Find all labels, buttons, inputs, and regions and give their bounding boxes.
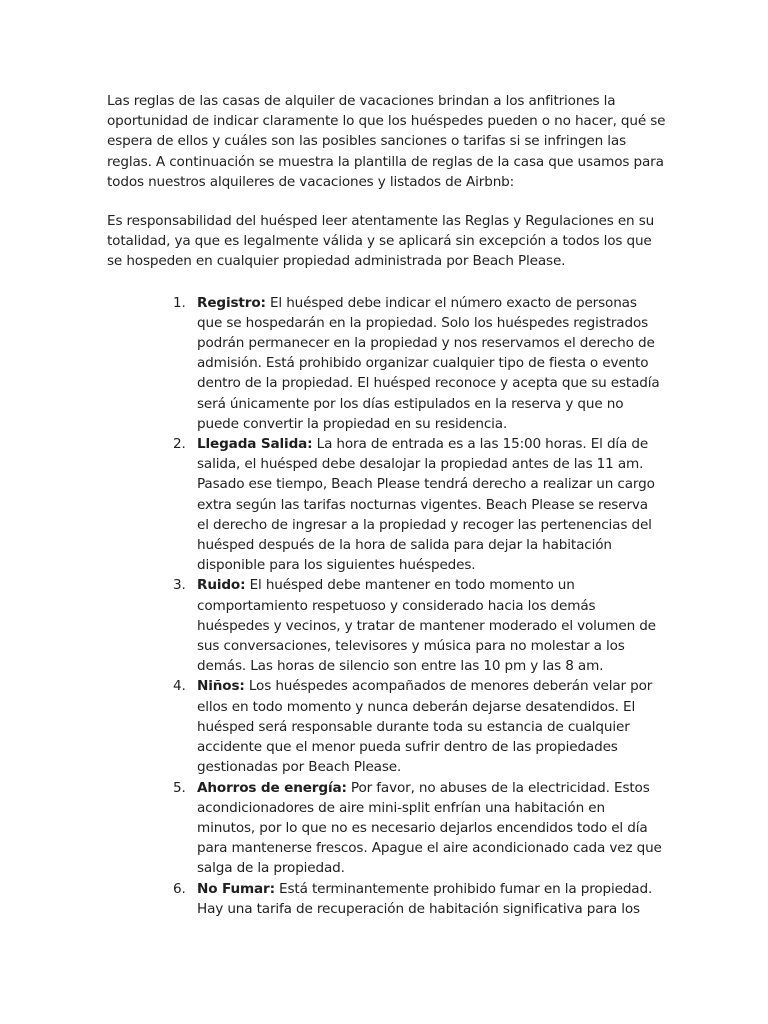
rule-number: 2. — [173, 436, 186, 453]
rule-item-ahorros-energia — [173, 778, 663, 879]
rule-text: El huésped debe indicar el número exacto de personas que se hospedarán en la propiedad. Solo los huéspedes registrados podrán permanecer en la propiedad y nos reservamos el derecho de admisión. Está prohibido organizar cualquier tipo de fiesta o evento dentro de la propiedad. El huésped reconoce y acepta que su estadía será únicamente por los días estipulados en la reserva y que no puede convertir la propiedad en su residencia. — [197, 294, 660, 432]
rule-number: 5. — [173, 779, 186, 796]
rule-title: No Fumar: — [197, 880, 275, 897]
rule-item-registro — [173, 293, 663, 434]
rule-number: 6. — [173, 880, 186, 897]
rules-list — [173, 293, 663, 919]
document-page — [107, 91, 667, 919]
rule-text: El huésped debe mantener en todo momento un comportamiento respetuoso y considerado hacia los demás huéspedes y vecinos, y tratar de mantener moderado el volumen de sus conversaciones, televisores y música para no molestar a los demás. Las horas de silencio son entre las 10 pm y las 8 am. — [197, 577, 656, 675]
rule-text: Por favor, no abuses de la electricidad. Estos acondicionadores de aire mini-split enfrían una habitación en minutos, por lo que no es necesario dejarlos encendidos todo el día para mantenerse frescos. Apague el aire acondicionado cada vez que salga de la propiedad. — [197, 779, 662, 877]
rule-number: 3. — [173, 577, 186, 594]
rule-title: Llegada Salida: — [197, 436, 313, 453]
rule-number: 4. — [173, 678, 186, 695]
rule-title: Ruido: — [197, 577, 246, 594]
rule-text: Está terminantemente prohibido fumar en la propiedad. Hay una tarifa de recuperación de habitación significativa para los — [197, 880, 653, 917]
rule-text: Los huéspedes acompañados de menores deberán velar por ellos en todo momento y nunca deberán dejarse desatendidos. El huésped será responsable durante toda su estancia de cualquier accidente que el menor pueda sufrir dentro de las propiedades gestionadas por Beach Please. — [197, 678, 653, 776]
rule-title: Niños: — [197, 678, 245, 695]
rule-item-ruido — [173, 575, 663, 676]
rule-text: La hora de entrada es a las 15:00 horas. El día de salida, el huésped debe desalojar la propiedad antes de las 11 am. Pasado ese tiempo, Beach Please tendrá derecho a realizar un cargo extra según las tarifas nocturnas vigentes. Beach Please se reserva el derecho de ingresar a la propiedad y recoger las pertenencias del huésped después de la hora de salida para dejar la habitación disponible para los siguientes huéspedes. — [197, 436, 655, 574]
rule-title: Ahorros de energía: — [197, 779, 347, 796]
rule-item-ninos — [173, 676, 663, 777]
rule-title: Registro: — [197, 294, 266, 311]
rule-item-llegada-salida — [173, 434, 663, 575]
rule-item-no-fumar — [173, 879, 663, 919]
rule-number: 1. — [173, 294, 186, 311]
intro-paragraph: Las reglas de las casas de alquiler de vacaciones brindan a los anfitriones la oportunidad de indicar claramente lo que los huéspedes pueden o no hacer, qué se espera de ellos y cuáles son las posibles sanciones o tarifas si se infringen las reglas. A continuación se muestra la plantilla de reglas de la casa que usamos para todos nuestros alquileres de vacaciones y listados de Airbnb: — [107, 93, 666, 190]
responsibility-paragraph: Es responsabilidad del huésped leer atentamente las Reglas y Regulaciones en su totalidad, ya que es legalmente válida y se aplicará sin excepción a todos los que se hospeden en cualquier propiedad administrada por Beach Please. — [107, 213, 655, 270]
